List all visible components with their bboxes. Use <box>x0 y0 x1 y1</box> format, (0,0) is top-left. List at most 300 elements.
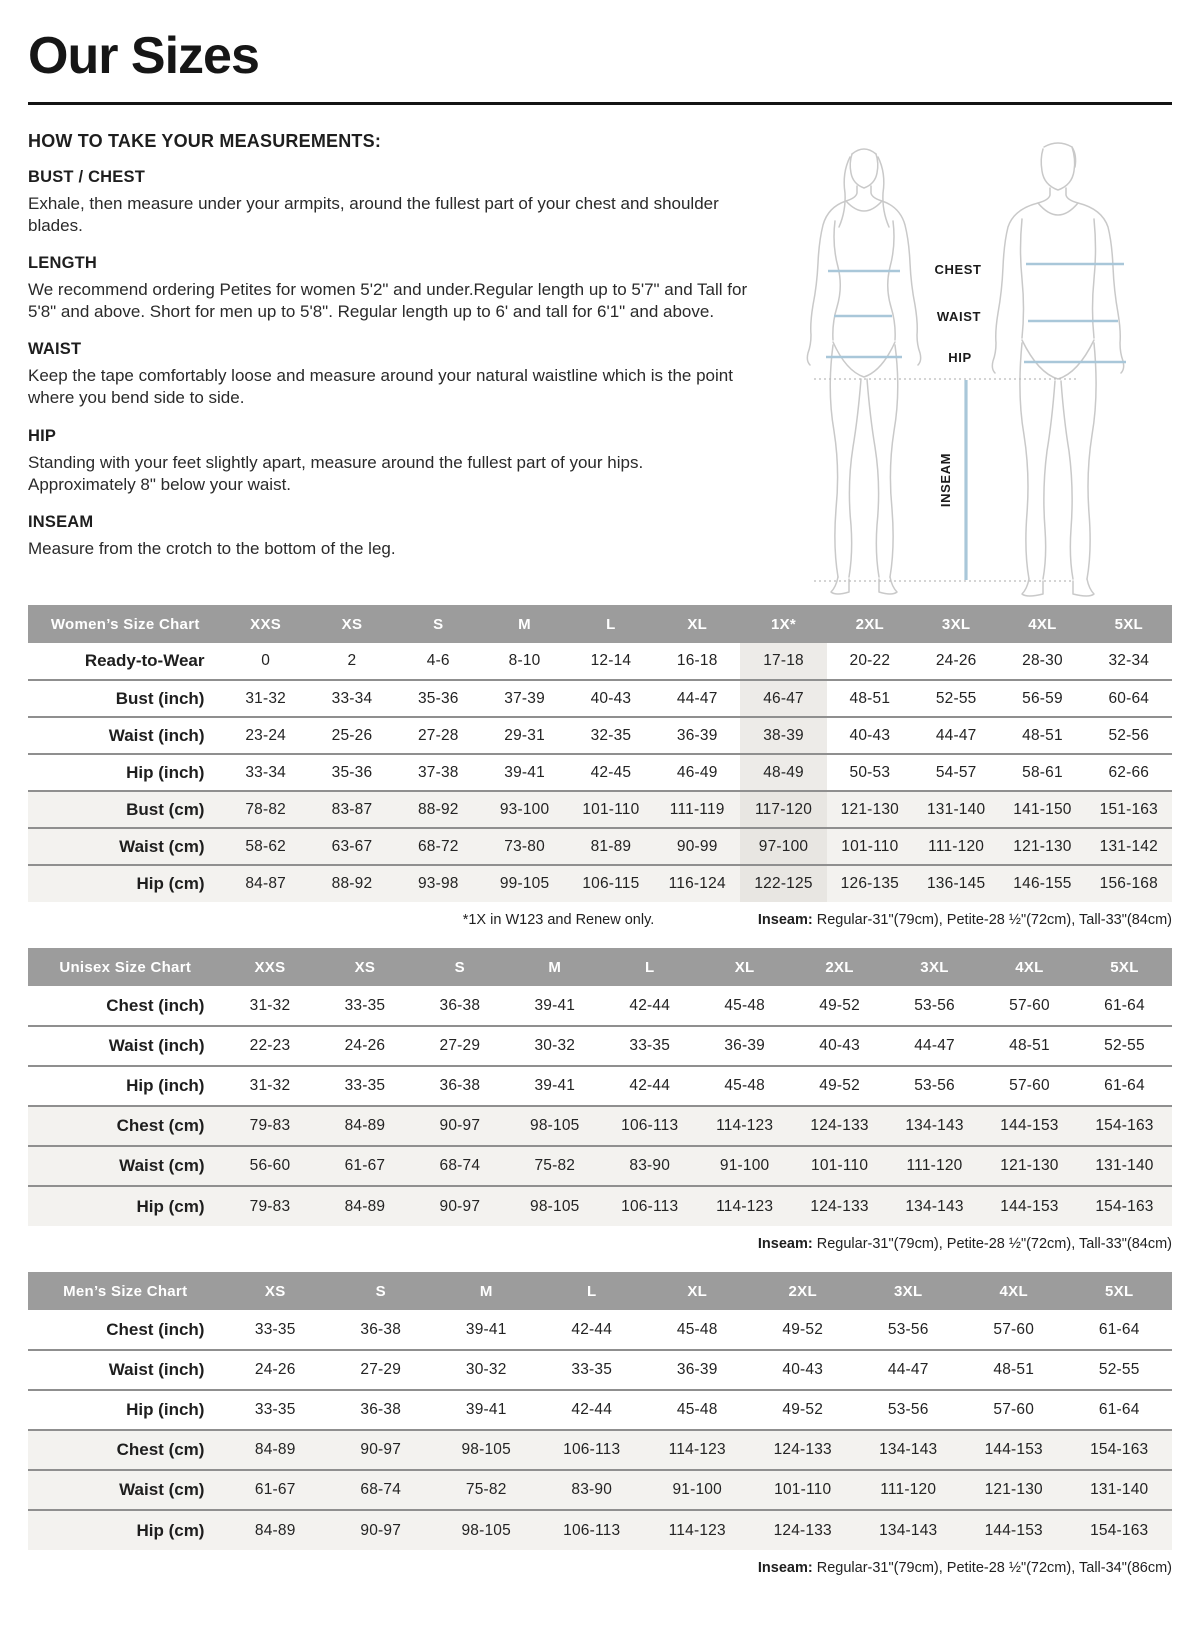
size-value-cell: 40-43 <box>827 717 913 754</box>
size-value-cell: 40-43 <box>792 1026 887 1066</box>
footnote-inseam-label: Inseam: <box>757 912 813 928</box>
size-chart-women <box>28 605 1172 932</box>
section-title: BUST / CHEST <box>28 168 145 186</box>
size-value-cell: 33-35 <box>222 1390 328 1430</box>
table-row <box>28 680 1172 717</box>
top-section <box>28 129 1172 605</box>
title-divider <box>28 102 1172 105</box>
size-value-cell: 126-135 <box>827 865 913 902</box>
size-value-cell: 131-140 <box>1077 1146 1172 1186</box>
column-header: 2XL <box>827 605 913 643</box>
size-value-cell: 42-44 <box>539 1390 645 1430</box>
table-row <box>28 791 1172 828</box>
size-value-cell: 40-43 <box>568 680 654 717</box>
footnote-inseam-label: Inseam: <box>757 1236 813 1252</box>
size-value-cell: 57-60 <box>1009 996 1050 1014</box>
size-value-cell: 52-55 <box>913 680 999 717</box>
size-value-cell: 36-39 <box>697 1026 792 1066</box>
size-value-cell: 97-100 <box>740 828 826 865</box>
size-value-cell: 90-97 <box>328 1430 434 1470</box>
row-label: Hip (inch) <box>28 1390 222 1430</box>
size-value-cell: 16-18 <box>676 652 718 669</box>
size-value-cell: 61-67 <box>222 1470 328 1510</box>
size-value-cell: 84-87 <box>222 865 308 902</box>
section-body: Measure from the crotch to the bottom of the leg. <box>28 538 396 558</box>
table-row <box>28 1106 1172 1146</box>
size-value-cell: 154-163 <box>1077 1186 1172 1226</box>
size-value-cell: 48-51 <box>827 680 913 717</box>
size-value-cell: 52-56 <box>1086 717 1172 754</box>
row-label: Hip (cm) <box>28 1186 222 1226</box>
size-value-cell: 106-113 <box>539 1430 645 1470</box>
size-value-cell: 42-44 <box>629 996 671 1014</box>
size-value-cell: 90-97 <box>328 1510 434 1550</box>
size-value-cell: 91-100 <box>697 1146 792 1186</box>
size-value-cell: 79-83 <box>222 1186 317 1226</box>
table-row <box>28 828 1172 865</box>
size-value-cell: 2 <box>347 652 357 669</box>
column-header: 3XL <box>855 1272 961 1310</box>
row-label: Hip (cm) <box>28 865 222 902</box>
size-value-cell: 106-113 <box>602 1186 697 1226</box>
row-label: Waist (cm) <box>28 828 222 865</box>
size-value-cell: 114-123 <box>644 1510 750 1550</box>
footnote-inseam: Inseam: Regular-31"(79cm), Petite-28 ½"(72cm), Tall-33"(84cm) <box>757 1236 1172 1252</box>
size-value-cell: 134-143 <box>855 1430 961 1470</box>
size-value-cell: 42-44 <box>602 1066 697 1106</box>
size-value-cell: 27-29 <box>328 1350 434 1390</box>
table-footnotes <box>28 1236 1172 1256</box>
size-value-cell: 28-30 <box>1022 652 1063 669</box>
column-header: L <box>568 605 654 643</box>
size-value-cell: 90-97 <box>412 1106 507 1146</box>
column-header: S <box>328 1272 434 1310</box>
size-value-cell: 39-41 <box>465 1320 507 1338</box>
size-value-cell: 114-123 <box>697 1106 792 1146</box>
size-value-cell: 32-35 <box>568 717 654 754</box>
column-header: 4XL <box>961 1272 1067 1310</box>
size-value-cell: 42-44 <box>571 1320 613 1338</box>
table-title: Unisex Size Chart <box>28 948 222 986</box>
size-value-cell: 111-120 <box>913 828 999 865</box>
column-header: 3XL <box>887 948 982 986</box>
size-value-cell: 131-142 <box>1086 828 1172 865</box>
size-value-cell: 0 <box>261 652 271 669</box>
size-value-cell: 58-61 <box>999 754 1085 791</box>
size-value-cell: 31-32 <box>249 996 291 1014</box>
size-value-cell: 53-56 <box>855 1390 961 1430</box>
table-title: Men’s Size Chart <box>28 1272 222 1310</box>
row-label: Hip (inch) <box>28 754 222 791</box>
column-header: 4XL <box>999 605 1085 643</box>
section-body: Keep the tape comfortably loose and measure around your natural waistline which is the point where you bend side to side. <box>28 366 733 408</box>
size-value-cell: 99-105 <box>481 865 567 902</box>
size-value-cell: 42-45 <box>568 754 654 791</box>
column-header: XL <box>697 948 792 986</box>
section-inseam <box>28 513 756 560</box>
footnote-1x: *1X in W123 and Renew only. <box>462 912 655 928</box>
column-header: M <box>507 948 602 986</box>
size-tables <box>28 605 1172 1580</box>
size-value-cell: 52-55 <box>1066 1350 1172 1390</box>
size-value-cell: 106-115 <box>568 865 654 902</box>
size-value-cell: 61-64 <box>1098 1320 1140 1338</box>
size-value-cell: 83-90 <box>602 1146 697 1186</box>
size-value-cell: 90-99 <box>654 828 740 865</box>
size-value-cell: 36-39 <box>654 717 740 754</box>
size-value-cell: 53-56 <box>887 1066 982 1106</box>
size-value-cell: 48-49 <box>740 754 826 791</box>
man-silhouette <box>992 143 1123 596</box>
size-value-cell: 131-140 <box>1066 1470 1172 1510</box>
table-row <box>28 1146 1172 1186</box>
size-value-cell: 154-163 <box>1066 1510 1172 1550</box>
size-value-cell: 61-64 <box>1104 996 1145 1014</box>
table-row <box>28 1510 1172 1550</box>
row-label: Bust (inch) <box>28 680 222 717</box>
size-value-cell: 53-56 <box>914 996 955 1014</box>
figure-labels <box>934 262 981 507</box>
size-value-cell: 124-133 <box>750 1430 856 1470</box>
inseam-label: INSEAM <box>938 452 953 508</box>
size-value-cell: 75-82 <box>507 1146 602 1186</box>
size-value-cell: 93-98 <box>395 865 481 902</box>
column-header: XL <box>654 605 740 643</box>
size-value-cell: 62-66 <box>1086 754 1172 791</box>
size-value-cell: 49-52 <box>792 1066 887 1106</box>
size-value-cell: 27-29 <box>412 1026 507 1066</box>
size-value-cell: 68-74 <box>328 1470 434 1510</box>
size-value-cell: 63-67 <box>309 828 395 865</box>
size-value-cell: 131-140 <box>913 791 999 828</box>
size-value-cell: 36-38 <box>360 1320 402 1338</box>
column-header: 5XL <box>1077 948 1172 986</box>
size-value-cell: 134-143 <box>887 1186 982 1226</box>
size-value-cell: 151-163 <box>1086 791 1172 828</box>
size-value-cell: 68-74 <box>412 1146 507 1186</box>
size-value-cell: 61-67 <box>317 1146 412 1186</box>
size-value-cell: 116-124 <box>654 865 740 902</box>
size-value-cell: 114-123 <box>644 1430 750 1470</box>
table-row <box>28 1310 1172 1350</box>
size-value-cell: 46-47 <box>740 680 826 717</box>
size-value-cell: 39-41 <box>433 1390 539 1430</box>
size-value-cell: 56-59 <box>999 680 1085 717</box>
size-value-cell: 38-39 <box>740 717 826 754</box>
table-footnotes <box>28 1560 1172 1580</box>
size-value-cell: 124-133 <box>792 1106 887 1146</box>
size-value-cell: 134-143 <box>887 1106 982 1146</box>
size-value-cell: 45-48 <box>724 996 765 1014</box>
column-header: L <box>539 1272 645 1310</box>
hip-label: HIP <box>948 350 972 365</box>
table-row <box>28 865 1172 902</box>
size-value-cell: 37-38 <box>395 754 481 791</box>
column-header: XS <box>317 948 412 986</box>
size-value-cell: 79-83 <box>222 1106 317 1146</box>
size-value-cell: 44-47 <box>855 1350 961 1390</box>
size-value-cell: 78-82 <box>222 791 308 828</box>
size-value-cell: 44-47 <box>887 1026 982 1066</box>
size-value-cell: 33-35 <box>344 996 386 1014</box>
size-value-cell: 124-133 <box>750 1510 856 1550</box>
row-label: Chest (cm) <box>28 1106 222 1146</box>
size-value-cell: 98-105 <box>433 1430 539 1470</box>
body-measurement-illustration <box>776 133 1162 605</box>
section-title: WAIST <box>28 340 82 359</box>
size-value-cell: 22-23 <box>222 1026 317 1066</box>
table-row <box>28 754 1172 791</box>
size-value-cell: 36-38 <box>439 996 481 1014</box>
size-value-cell: 46-49 <box>654 754 740 791</box>
column-header: 4XL <box>982 948 1077 986</box>
row-label: Waist (inch) <box>28 717 222 754</box>
measurement-figure <box>776 129 1172 605</box>
size-value-cell: 61-64 <box>1077 1066 1172 1106</box>
size-value-cell: 44-47 <box>654 680 740 717</box>
size-value-cell: 50-53 <box>827 754 913 791</box>
size-value-cell: 33-35 <box>539 1350 645 1390</box>
size-value-cell: 35-36 <box>395 680 481 717</box>
size-value-cell: 156-168 <box>1086 865 1172 902</box>
section-length <box>28 254 756 323</box>
size-value-cell: 154-163 <box>1077 1106 1172 1146</box>
size-value-cell: 121-130 <box>827 791 913 828</box>
size-value-cell: 36-38 <box>412 1066 507 1106</box>
row-label: Bust (cm) <box>28 791 222 828</box>
row-label: Chest (inch) <box>106 1319 205 1339</box>
size-value-cell: 93-100 <box>481 791 567 828</box>
size-value-cell: 144-153 <box>961 1510 1067 1550</box>
size-value-cell: 33-34 <box>309 680 395 717</box>
woman-silhouette <box>807 149 920 594</box>
size-value-cell: 98-105 <box>507 1106 602 1146</box>
footnote-inseam-label: Inseam: <box>757 1560 813 1576</box>
size-value-cell: 101-110 <box>827 828 913 865</box>
size-value-cell: 23-24 <box>222 717 308 754</box>
size-value-cell: 101-110 <box>750 1470 856 1510</box>
row-label: Waist (inch) <box>28 1350 222 1390</box>
row-label: Waist (cm) <box>28 1470 222 1510</box>
size-value-cell: 146-155 <box>999 865 1085 902</box>
table-row <box>28 1390 1172 1430</box>
size-value-cell: 48-51 <box>961 1350 1067 1390</box>
size-value-cell: 98-105 <box>507 1186 602 1226</box>
size-value-cell: 24-26 <box>935 652 977 669</box>
size-value-cell: 117-120 <box>740 791 826 828</box>
measurement-instructions <box>28 129 776 577</box>
size-value-cell: 48-51 <box>999 717 1085 754</box>
row-label: Hip (inch) <box>28 1066 222 1106</box>
size-value-cell: 57-60 <box>961 1390 1067 1430</box>
footnote-inseam: Inseam: Regular-31"(79cm), Petite-28 ½"(72cm), Tall-34"(86cm) <box>757 1560 1172 1576</box>
size-value-cell: 39-41 <box>534 996 576 1014</box>
unisex-size-table <box>28 948 1172 1226</box>
column-header: S <box>395 605 481 643</box>
size-value-cell: 136-145 <box>913 865 999 902</box>
table-row <box>28 1066 1172 1106</box>
size-value-cell: 24-26 <box>222 1350 328 1390</box>
size-value-cell: 84-89 <box>222 1430 328 1470</box>
size-value-cell: 68-72 <box>395 828 481 865</box>
size-value-cell: 54-57 <box>913 754 999 791</box>
table-title: Women’s Size Chart <box>28 605 222 643</box>
size-value-cell: 17-18 <box>740 643 826 680</box>
section-body: We recommend ordering Petites for women 5'2" and under.Regular length up to 5'7" and Tall for 5'8" and above. Short for men up to 5'8". Regular length up to 6' and tall for 6'1" and above. <box>28 280 748 322</box>
section-waist <box>28 340 756 409</box>
column-header: 2XL <box>792 948 887 986</box>
column-header: XXS <box>222 605 308 643</box>
size-value-cell: 144-153 <box>982 1106 1077 1146</box>
size-value-cell: 56-60 <box>222 1146 317 1186</box>
size-value-cell: 121-130 <box>982 1146 1077 1186</box>
size-value-cell: 84-89 <box>317 1106 412 1146</box>
table-row <box>28 1350 1172 1390</box>
size-chart-unisex <box>28 948 1172 1256</box>
table-row <box>28 1186 1172 1226</box>
size-value-cell: 154-163 <box>1066 1430 1172 1470</box>
column-header: 1X* <box>740 605 826 643</box>
size-value-cell: 8-10 <box>508 652 541 669</box>
table-row <box>28 1026 1172 1066</box>
size-value-cell: 141-150 <box>999 791 1085 828</box>
size-value-cell: 32-34 <box>1108 652 1150 669</box>
column-header: XL <box>644 1272 750 1310</box>
size-value-cell: 114-123 <box>697 1186 792 1226</box>
size-value-cell: 57-60 <box>982 1066 1077 1106</box>
size-value-cell: 33-35 <box>254 1320 296 1338</box>
size-value-cell: 91-100 <box>644 1470 750 1510</box>
size-value-cell: 58-62 <box>222 828 308 865</box>
size-value-cell: 44-47 <box>913 717 999 754</box>
size-value-cell: 45-48 <box>697 1066 792 1106</box>
size-value-cell: 81-89 <box>568 828 654 865</box>
section-title: LENGTH <box>28 254 98 273</box>
size-value-cell: 88-92 <box>395 791 481 828</box>
size-value-cell: 52-55 <box>1077 1026 1172 1066</box>
section-body: Exhale, then measure under your armpits, around the fullest part of your chest and shoulder blades. <box>28 194 719 236</box>
size-value-cell: 48-51 <box>982 1026 1077 1066</box>
size-value-cell: 98-105 <box>433 1510 539 1550</box>
instructions-heading: HOW TO TAKE YOUR MEASUREMENTS: <box>28 131 382 151</box>
size-value-cell: 111-119 <box>654 791 740 828</box>
size-value-cell: 144-153 <box>982 1186 1077 1226</box>
size-value-cell: 45-48 <box>644 1390 750 1430</box>
waist-label: WAIST <box>936 309 982 324</box>
size-value-cell: 122-125 <box>740 865 826 902</box>
size-value-cell: 106-113 <box>539 1510 645 1550</box>
size-value-cell: 39-41 <box>507 1066 602 1106</box>
size-value-cell: 25-26 <box>309 717 395 754</box>
section-body: Standing with your feet slightly apart, measure around the fullest part of your hips. Approximately 8" below your waist. <box>28 452 644 494</box>
size-value-cell: 88-92 <box>309 865 395 902</box>
size-value-cell: 30-32 <box>433 1350 539 1390</box>
men-size-table <box>28 1272 1172 1550</box>
column-header: XS <box>222 1272 328 1310</box>
size-value-cell: 53-56 <box>887 1320 929 1338</box>
size-value-cell: 111-120 <box>855 1470 961 1510</box>
size-value-cell: 84-89 <box>222 1510 328 1550</box>
size-value-cell: 30-32 <box>507 1026 602 1066</box>
size-value-cell: 36-39 <box>644 1350 750 1390</box>
size-value-cell: 57-60 <box>993 1320 1035 1338</box>
size-value-cell: 31-32 <box>222 1066 317 1106</box>
size-value-cell: 75-82 <box>433 1470 539 1510</box>
size-value-cell: 20-22 <box>849 652 891 669</box>
size-value-cell: 45-48 <box>676 1320 718 1338</box>
size-value-cell: 121-130 <box>999 828 1085 865</box>
size-value-cell: 90-97 <box>412 1186 507 1226</box>
size-value-cell: 39-41 <box>481 754 567 791</box>
section-title: INSEAM <box>28 512 94 531</box>
size-value-cell: 121-130 <box>961 1470 1067 1510</box>
size-value-cell: 111-120 <box>887 1146 982 1186</box>
footnote-inseam: Inseam: Regular-31"(79cm), Petite-28 ½"(72cm), Tall-33"(84cm) <box>757 912 1172 928</box>
column-header: 5XL <box>1066 1272 1172 1310</box>
table-row <box>28 643 1172 680</box>
section-hip <box>28 427 756 496</box>
size-value-cell: 12-14 <box>590 652 632 669</box>
column-header: XXS <box>222 948 317 986</box>
size-value-cell: 27-28 <box>395 717 481 754</box>
size-value-cell: 60-64 <box>1086 680 1172 717</box>
column-header: M <box>433 1272 539 1310</box>
table-row <box>28 1470 1172 1510</box>
size-value-cell: 83-90 <box>539 1470 645 1510</box>
column-header: XS <box>309 605 395 643</box>
column-header: S <box>412 948 507 986</box>
row-label: Ready-to-Wear <box>84 651 205 670</box>
table-row <box>28 986 1172 1026</box>
section-title: HIP <box>28 426 57 445</box>
column-header: M <box>481 605 567 643</box>
chest-label: CHEST <box>934 262 982 277</box>
size-value-cell: 73-80 <box>481 828 567 865</box>
size-value-cell: 134-143 <box>855 1510 961 1550</box>
column-header: 2XL <box>750 1272 856 1310</box>
size-value-cell: 84-89 <box>317 1186 412 1226</box>
row-label: Waist (cm) <box>28 1146 222 1186</box>
size-value-cell: 36-38 <box>328 1390 434 1430</box>
size-value-cell: 144-153 <box>961 1430 1067 1470</box>
size-value-cell: 101-110 <box>568 791 654 828</box>
row-label: Waist (inch) <box>28 1026 222 1066</box>
size-value-cell: 61-64 <box>1066 1390 1172 1430</box>
column-header: L <box>602 948 697 986</box>
size-value-cell: 101-110 <box>792 1146 887 1186</box>
size-value-cell: 33-35 <box>602 1026 697 1066</box>
size-value-cell: 4-6 <box>426 652 450 669</box>
size-value-cell: 106-113 <box>602 1106 697 1146</box>
size-value-cell: 40-43 <box>750 1350 856 1390</box>
size-value-cell: 29-31 <box>481 717 567 754</box>
table-footnotes <box>28 912 1172 932</box>
table-row <box>28 717 1172 754</box>
size-value-cell: 37-39 <box>481 680 567 717</box>
size-chart-men <box>28 1272 1172 1580</box>
page-title: Our Sizes <box>28 27 259 85</box>
size-value-cell: 49-52 <box>819 996 860 1014</box>
size-value-cell: 49-52 <box>782 1320 824 1338</box>
size-value-cell: 31-32 <box>222 680 308 717</box>
women-size-table <box>28 605 1172 902</box>
size-value-cell: 49-52 <box>750 1390 856 1430</box>
row-label: Hip (cm) <box>28 1510 222 1550</box>
size-value-cell: 124-133 <box>792 1186 887 1226</box>
column-header: 3XL <box>913 605 999 643</box>
table-row <box>28 1430 1172 1470</box>
size-value-cell: 24-26 <box>317 1026 412 1066</box>
